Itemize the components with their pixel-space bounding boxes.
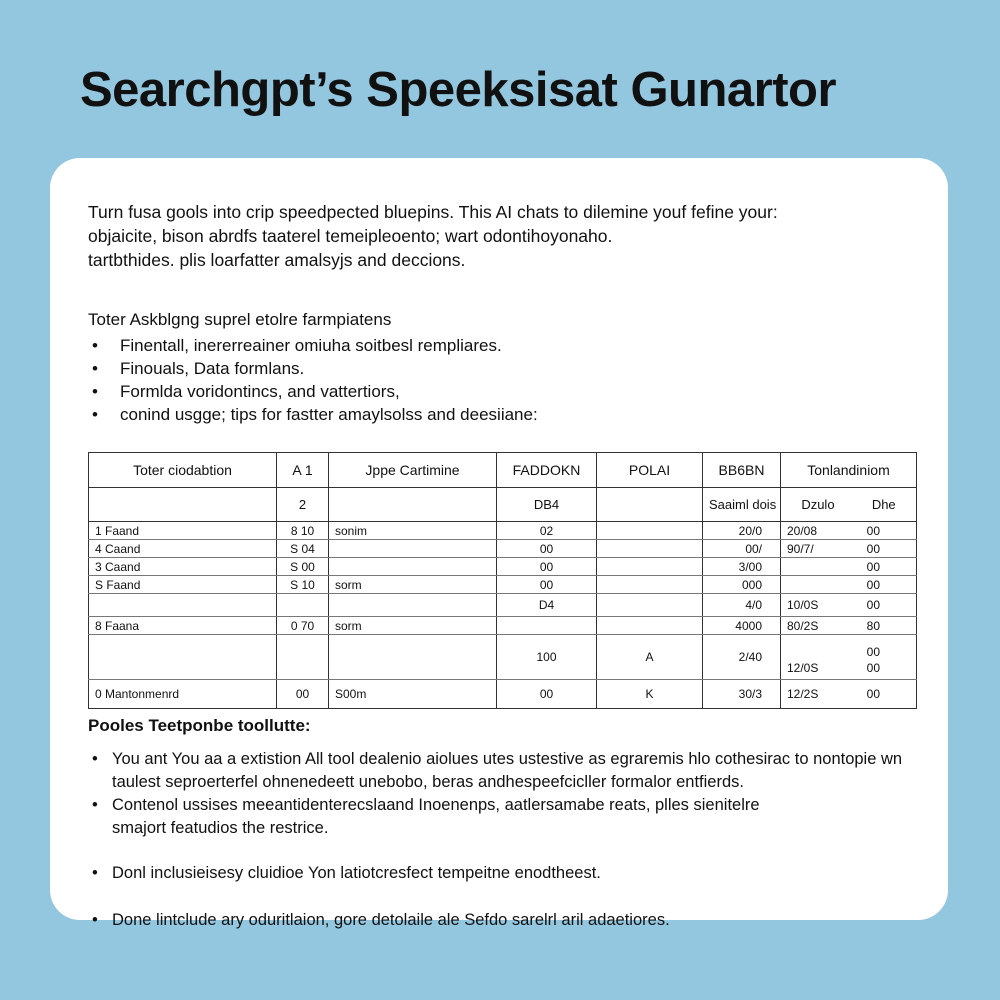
table-cell: 4/0: [703, 594, 781, 617]
list-item: • conind usgge; tips for fastter amaylsolss and deesiiane:: [88, 403, 538, 426]
table-cell: [497, 617, 597, 635]
list-item-line: Donl inclusieisesy cluidioe Yon latiotcresfect tempeitne enodtheest.: [112, 864, 601, 882]
cell-value: 00: [866, 541, 880, 556]
table-cell: 0 70: [277, 617, 329, 635]
table-cell: 00: [497, 680, 597, 709]
cell-value: 12/0S: [787, 661, 819, 675]
column-header: Toter ciodabtion: [89, 453, 277, 488]
cell-value: 00: [866, 577, 880, 592]
list-item: • Finouals, Data formlans.: [88, 357, 538, 380]
table-cell: 8 10: [277, 522, 329, 540]
column-header: BB6BN: [703, 453, 781, 488]
table-cell: [329, 635, 497, 680]
list-item: • Formlda voridontincs, and vattertiors,: [88, 380, 538, 403]
table-cell: [597, 522, 703, 540]
table-cell: [277, 635, 329, 680]
table-row: [89, 558, 917, 576]
column-header: Tonlandiniom: [781, 453, 917, 488]
table-cell: A: [597, 635, 703, 680]
intro-paragraph: [88, 200, 888, 272]
sub-label: Dhe: [871, 497, 896, 512]
table-cell: 8 Faana: [89, 617, 277, 635]
page-title: Searchgpt’s Speeksisat Gunartor: [80, 63, 837, 117]
table-row: [89, 635, 917, 680]
table-cell: 00: [497, 576, 597, 594]
table-cell: [89, 488, 277, 522]
table-cell: [781, 558, 917, 576]
table-row: [89, 576, 917, 594]
table-cell: [89, 594, 277, 617]
table-cell: [597, 594, 703, 617]
list-item-line: Done lintclude ary oduritlaion, gore detolaile ale Sefdo sarelrl aril adaetiores.: [112, 911, 670, 929]
table-cell: [781, 540, 917, 558]
list-item: [88, 862, 902, 885]
table-cell: [781, 576, 917, 594]
cell-value: 80/2S: [787, 618, 819, 633]
table-cell: [597, 558, 703, 576]
table-cell: sonim: [329, 522, 497, 540]
table-cell: 1 Faand: [89, 522, 277, 540]
table-cell: [277, 594, 329, 617]
cell-value: 10/0S: [787, 598, 819, 612]
column-header: POLAI: [597, 453, 703, 488]
cell-value: 00: [866, 661, 880, 675]
intro-line: objaicite, bison abrdfs taaterel temeipleoento; wart odontihoyonaho.: [88, 226, 613, 246]
cell-value: 00: [866, 645, 880, 659]
table-cell: sorm: [329, 617, 497, 635]
table-cell: 4000: [703, 617, 781, 635]
table-row: [89, 522, 917, 540]
list-item-line: Contenol ussises meeantidenterecslaand Inoenenps, aatlersamabe reats, plles sienitelre: [112, 796, 760, 814]
table-cell: sorm: [329, 576, 497, 594]
table-cell: [597, 576, 703, 594]
list-item: [88, 794, 902, 840]
table-cell: S Faand: [89, 576, 277, 594]
cell-value: 80: [866, 618, 880, 633]
table-cell: [781, 617, 917, 635]
table-cell: [597, 488, 703, 522]
table-cell: 100: [497, 635, 597, 680]
sub-label: Dzulo: [801, 497, 835, 512]
list-item-line: taulest seproerterfel ohnenedeett unebobo, beras andhespeefcicller formalor entfierds.: [112, 773, 744, 791]
table-cell: 00: [497, 540, 597, 558]
table-cell: 000: [703, 576, 781, 594]
cell-value: 00: [866, 559, 880, 574]
table-cell: Saaiml dois: [703, 488, 781, 522]
table-cell: 0 Mantonmenrd: [89, 680, 277, 709]
table-cell: [781, 522, 917, 540]
feature-list: [88, 334, 538, 426]
table-cell: [597, 617, 703, 635]
table-cell: 00/: [703, 540, 781, 558]
template-table: [88, 452, 917, 709]
table-cell: 00: [277, 680, 329, 709]
content-card: [50, 158, 948, 929]
table-cell: 2: [277, 488, 329, 522]
table-cell: K: [597, 680, 703, 709]
table-cell: DB4: [497, 488, 597, 522]
table-cell: [781, 488, 917, 522]
section-heading: Pooles Teetponbe toollutte:: [88, 716, 311, 735]
cell-value: 20/08: [787, 523, 818, 538]
list-item: • Finentall, inererreainer omiuha soitbesl rempliares.: [88, 334, 538, 357]
list-item: [88, 748, 902, 794]
table-cell: 00: [497, 558, 597, 576]
table-cell: 4 Caand: [89, 540, 277, 558]
table-cell: 20/0: [703, 522, 781, 540]
table-cell: S 04: [277, 540, 329, 558]
table-cell: [781, 594, 917, 617]
column-header: FADDOKN: [497, 453, 597, 488]
intro-line: tartbthides. plis loarfatter amalsyjs and deccions.: [88, 250, 466, 270]
table-cell: S 00: [277, 558, 329, 576]
cell-value: 00: [866, 598, 880, 612]
table-cell: 30/3: [703, 680, 781, 709]
cell-value: 00: [866, 523, 880, 538]
table-cell: [597, 540, 703, 558]
table-cell: D4: [497, 594, 597, 617]
table-row: [89, 594, 917, 617]
cell-value: 00: [866, 687, 880, 701]
table-cell: S00m: [329, 680, 497, 709]
table-row: [89, 680, 917, 709]
table-cell: [781, 680, 917, 709]
table-cell: [781, 635, 917, 680]
table-row: [89, 540, 917, 558]
list-item-line: smajort featudios the restrice.: [112, 819, 329, 837]
list-item: [88, 909, 902, 932]
table-subheader-row: [89, 488, 917, 522]
table-row: [89, 617, 917, 635]
table-cell: 2/40: [703, 635, 781, 680]
section-heading: Toter Askblgng suprel etolre farmpiatens: [88, 310, 392, 329]
list-item-line: You ant You aa a extistion All tool dealenio aiolues utes ustestive as egraremis hlo cothesirac to nontopie wn: [112, 750, 903, 768]
cell-value: 90/7/: [787, 541, 814, 556]
rules-list: [88, 748, 902, 932]
intro-line: Turn fusa gools into crip speedpected bluepins. This AI chats to dilemine youf fefine your:: [88, 202, 778, 222]
table-header-row: [89, 453, 917, 488]
column-header: A 1: [277, 453, 329, 488]
table-cell: [329, 540, 497, 558]
cell-value: 12/2S: [787, 687, 819, 701]
table-cell: 3 Caand: [89, 558, 277, 576]
table-cell: [89, 635, 277, 680]
column-header: Jppe Cartimine: [329, 453, 497, 488]
table-cell: [329, 488, 497, 522]
table-cell: 02: [497, 522, 597, 540]
table-cell: [329, 594, 497, 617]
table-cell: [329, 558, 497, 576]
table-cell: 3/00: [703, 558, 781, 576]
table-cell: S 10: [277, 576, 329, 594]
